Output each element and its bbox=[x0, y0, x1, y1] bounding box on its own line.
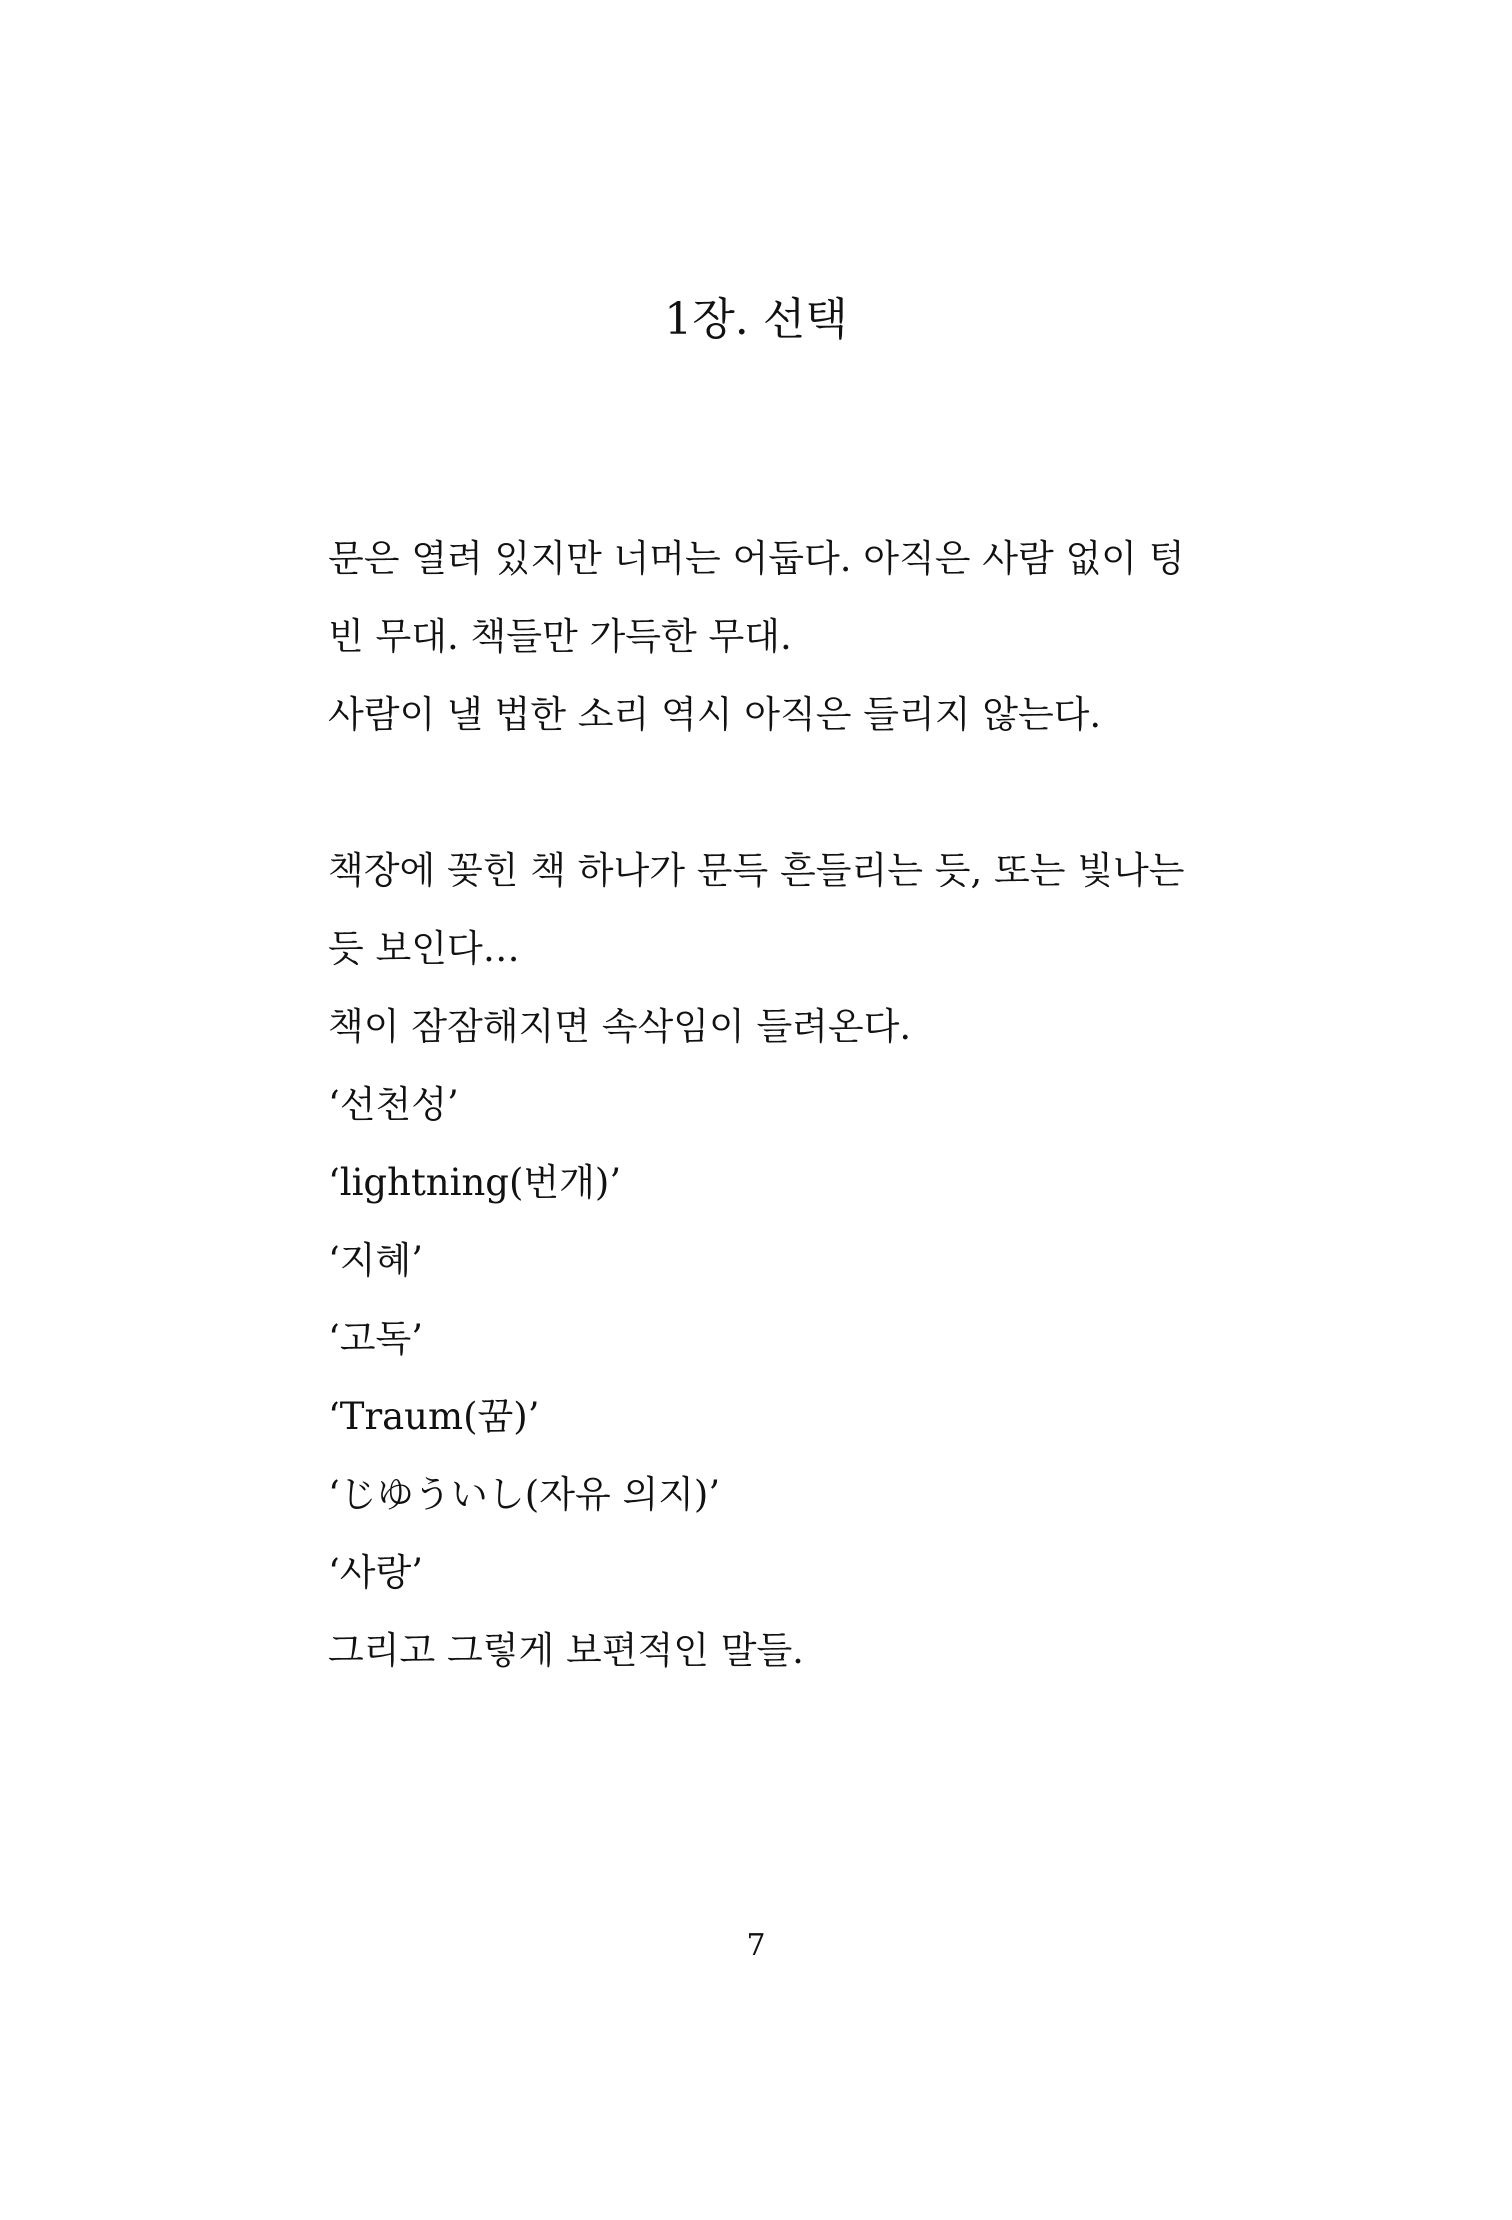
text-line: ‘지혜’ bbox=[328, 1239, 424, 1282]
chapter-title: 1장. 선택 bbox=[664, 294, 848, 345]
text-line: 문은 열려 있지만 너머는 어둡다. 아직은 사람 없이 텅 bbox=[328, 537, 1185, 580]
text-line: ‘선천성’ bbox=[328, 1083, 459, 1126]
text-line: 빈 무대. 책들만 가득한 무대. bbox=[328, 615, 792, 658]
page-number: 7 bbox=[746, 1928, 766, 1963]
text-line: 책장에 꽂힌 책 하나가 문득 흔들리는 듯, 또는 빛나는 bbox=[328, 849, 1185, 892]
text-line: ‘Traum(꿈)’ bbox=[328, 1395, 540, 1438]
paragraph-1 bbox=[328, 520, 1248, 754]
text-line: 사람이 낼 법한 소리 역시 아직은 들리지 않는다. bbox=[328, 693, 1102, 736]
paragraph-2 bbox=[328, 832, 1248, 1690]
text-line: ‘じゆういし(자유 의지)’ bbox=[328, 1473, 721, 1516]
text-line: 듯 보인다… bbox=[328, 927, 520, 970]
text-line: ‘사랑’ bbox=[328, 1551, 424, 1594]
paragraph-gap bbox=[328, 754, 1248, 832]
text-line: ‘lightning(번개)’ bbox=[328, 1161, 622, 1204]
text-line: 책이 잠잠해지면 속삭임이 들려온다. bbox=[328, 1005, 912, 1048]
body-text bbox=[328, 520, 1248, 1690]
text-line: ‘고독’ bbox=[328, 1317, 424, 1360]
text-line: 그리고 그렇게 보편적인 말들. bbox=[328, 1629, 804, 1672]
